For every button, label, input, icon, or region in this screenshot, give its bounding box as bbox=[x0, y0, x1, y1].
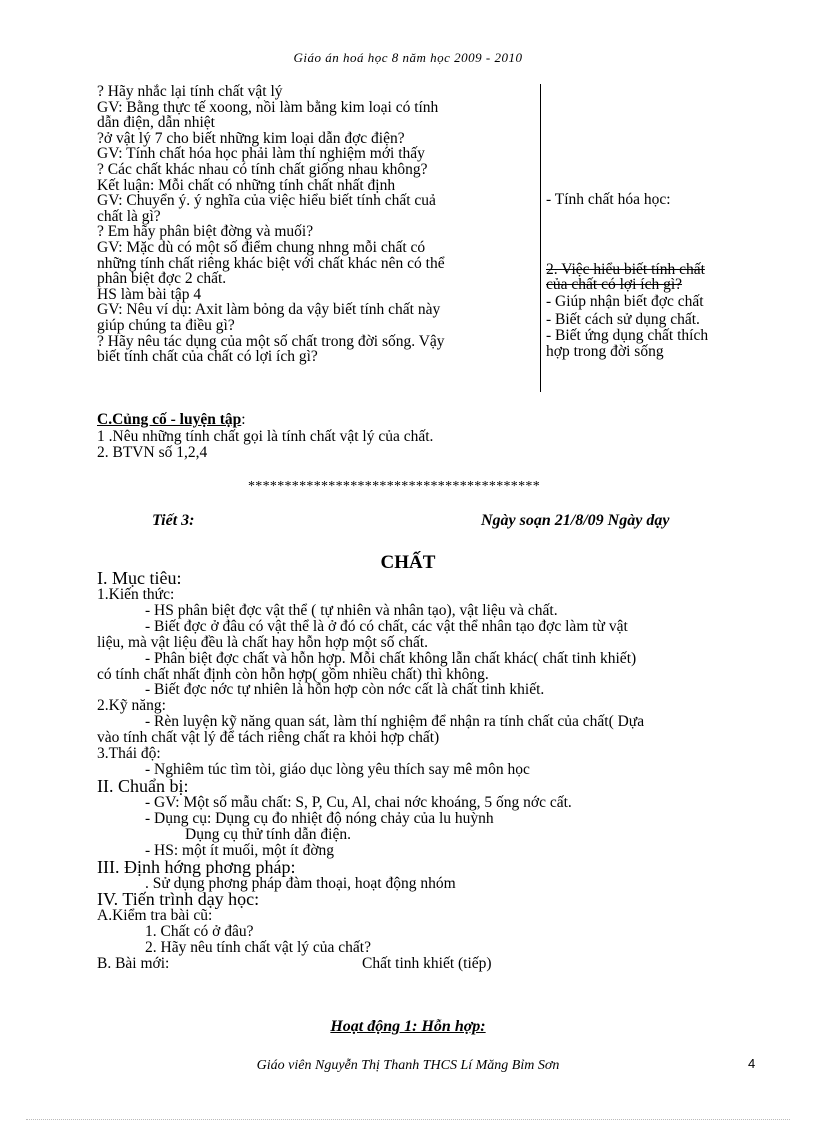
body-line: có tính chất nhất định còn hỗn hợp( gồm nhiều chất) thì không. bbox=[97, 665, 489, 683]
body-line: - Nghiêm túc tìm tòi, giáo dục lòng yêu thích say mê môn học bbox=[145, 760, 530, 778]
consolidate-heading bbox=[97, 412, 246, 428]
consolidate-item: 2. BTVN số 1,2,4 bbox=[97, 444, 208, 461]
table-line: dẫn điện, dẫn nhiệt bbox=[97, 114, 215, 132]
table-left-column bbox=[97, 84, 533, 365]
table-divider bbox=[540, 84, 541, 392]
table-line: GV: Tính chất hóa học phải làm thí nghiệm mới thấy bbox=[97, 145, 425, 163]
table-line: biết tính chất của chất có lợi ích gì? bbox=[97, 348, 318, 366]
page-bottom-border bbox=[26, 1119, 790, 1120]
table-line: ? Em hãy phân biệt đờng và muối? bbox=[97, 223, 314, 241]
body-line: - Phân biệt đợc chất và hỗn hợp. Mỗi chất không lẫn chất khác( chất tinh khiết) bbox=[145, 649, 637, 667]
subsection-heading: 3.Thái độ: bbox=[97, 745, 161, 763]
subsection-heading: A.Kiểm tra bài cũ: bbox=[97, 907, 213, 925]
body-line: Dụng cụ thử tính dẫn điện. bbox=[185, 825, 351, 843]
lesson-dates: Ngày soạn 21/8/09 Ngày dạy bbox=[481, 512, 670, 529]
table-line: HS làm bài tập 4 bbox=[97, 285, 202, 303]
table-line: ? Hãy nhắc lại tính chất vật lý bbox=[97, 83, 283, 100]
table-line: ? Hãy nêu tác dụng của một số chất trong đời sống. Vậy bbox=[97, 332, 445, 350]
table-line: GV: Chuyển ý. ý nghĩa của việc hiểu biết tính chất cuả bbox=[97, 192, 436, 210]
benefit-item: - Biết cách sử dụng chất. bbox=[546, 311, 700, 328]
body-line: - GV: Một số mẫu chất: S, P, Cu, Al, chai nớc khoáng, 5 ống nớc cất. bbox=[145, 793, 572, 811]
consolidate-item: 1 .Nêu những tính chất gọi là tính chất vật lý của chất. bbox=[97, 428, 434, 445]
new-lesson-label: B. Bài mới: bbox=[97, 955, 170, 973]
body-line: - Rèn luyện kỹ năng quan sát, làm thí nghiệm để nhận ra tính chất của chất( Dựa bbox=[145, 713, 645, 731]
table-line: chất là gì? bbox=[97, 207, 161, 225]
table-line: phân biệt đợc 2 chất. bbox=[97, 270, 227, 288]
consolidate-title: C.Củng cố - luyện tập bbox=[97, 411, 242, 428]
table-line: giúp chúng ta điều gì? bbox=[97, 316, 235, 334]
page-number: 4 bbox=[748, 1056, 756, 1071]
body-line: 2. Hãy nêu tính chất vật lý của chất? bbox=[145, 939, 371, 957]
body-line: . Sử dụng phơng pháp đàm thoại, hoạt động nhóm bbox=[145, 874, 456, 892]
section-heading: III. Định hớng phơng pháp: bbox=[97, 856, 296, 877]
table-line: GV: Nêu ví dụ: Axit làm bỏng da vậy biết tính chất này bbox=[97, 301, 441, 319]
page-footer: Giáo viên Nguyễn Thị Thanh THCS Lí Măng Bỉm Sơn bbox=[256, 1058, 560, 1073]
separator-stars: **************************************** bbox=[248, 479, 540, 494]
table-line: GV: Mặc dù có một số điểm chung nhng mỗi chất có bbox=[97, 238, 426, 256]
lesson-title: CHẤT bbox=[380, 552, 436, 573]
activity-heading: Hoạt động 1: Hỗn hợp: bbox=[330, 1018, 486, 1035]
benefit-heading-line2: của chất có lợi ích gì? bbox=[546, 276, 683, 293]
body-line: - HS: một ít muối, một ít đờng bbox=[145, 841, 335, 859]
table-line: ?ở vật lý 7 cho biết những kim loại dẫn đợc điện? bbox=[97, 129, 405, 147]
benefit-heading-line1: 2. Việc hiểu biết tính chất bbox=[546, 261, 705, 278]
section-heading: IV. Tiến trình dạy học: bbox=[97, 889, 260, 910]
subsection-heading: 1.Kiến thức: bbox=[97, 586, 175, 603]
body-line: vào tính chất vật lý để tách riêng chất ra khỏi hợp chất) bbox=[97, 729, 440, 747]
table-line: Kết luận: Mỗi chất có những tính chất nhất định bbox=[97, 176, 396, 194]
body-line: liệu, mà vật liệu đều là chất hay hỗn hợp một số chất. bbox=[97, 633, 429, 651]
lesson-number: Tiết 3: bbox=[152, 512, 195, 529]
subsection-heading: 2.Kỹ năng: bbox=[97, 697, 166, 715]
body-line: - Dụng cụ: Dụng cụ đo nhiệt độ nóng chảy của lu huỳnh bbox=[145, 809, 494, 827]
table-line: GV: Bằng thực tế xoong, nồi làm bằng kim loại có tính bbox=[97, 98, 439, 116]
table-line: ? Các chất khác nhau có tính chất giống nhau không? bbox=[97, 160, 428, 178]
body-line: - Biết đợc nớc tự nhiên là hỗn hợp còn nớc cất là chất tinh khiết. bbox=[145, 681, 545, 699]
benefit-item-cont: hợp trong đời sống bbox=[546, 343, 664, 360]
body-line: 1. Chất có ở đâu? bbox=[145, 923, 254, 941]
benefit-item: - Giúp nhận biết đợc chất bbox=[546, 293, 704, 310]
section-heading: I. Mục tiêu: bbox=[97, 568, 182, 588]
subsection-heading bbox=[97, 956, 787, 972]
chemical-property-label: - Tính chất hóa học: bbox=[546, 191, 671, 208]
table-line: những tính chất riêng khác biệt với chất khác nên có thể bbox=[97, 254, 445, 272]
benefit-item: - Biết ứng dụng chất thích bbox=[546, 327, 709, 344]
new-lesson-topic: Chất tinh khiết (tiếp) bbox=[362, 955, 492, 973]
consolidate-colon: : bbox=[241, 411, 246, 428]
body-line: - Biết đợc ở đâu có vật thể là ở đó có chất, các vật thể nhân tạo đợc làm từ vật bbox=[145, 617, 628, 635]
lesson-body bbox=[97, 570, 787, 972]
page-header: Giáo án hoá học 8 năm học 2009 - 2010 bbox=[293, 50, 523, 65]
body-line: - HS phân biệt đợc vật thể ( tự nhiên và nhân tạo), vật liệu và chất. bbox=[145, 601, 558, 619]
section-heading: II. Chuẩn bị: bbox=[97, 775, 189, 796]
